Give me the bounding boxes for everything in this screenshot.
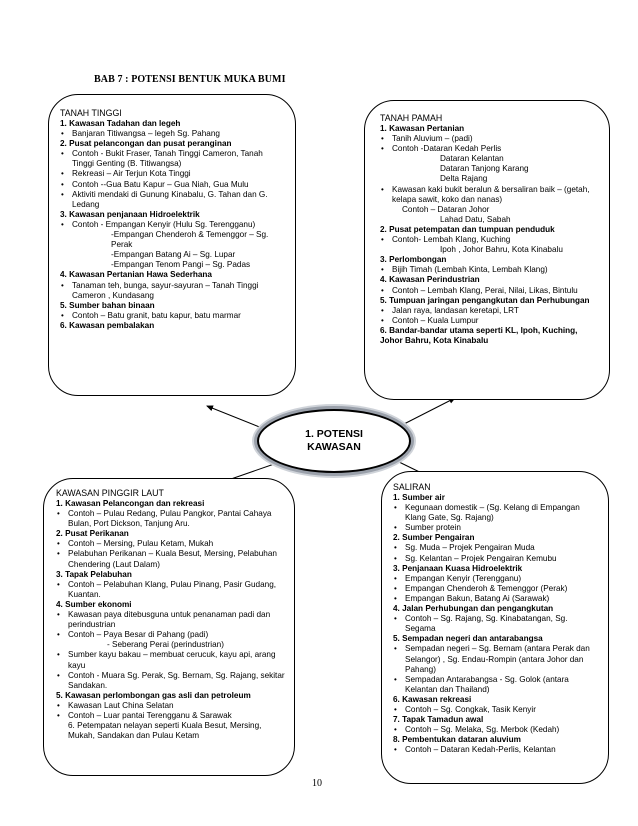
center-oval (257, 409, 411, 473)
list-item: • Contoh - Bukit Fraser, Tanah Tinggi Cameron, Tanah Tinggi Genting (B. Titiwangsa) (60, 149, 285, 169)
list-item: • Contoh – Kuala Lumpur (380, 316, 599, 326)
list-item: 4. Kawasan Pertanian Hawa Sederhana (60, 270, 212, 280)
list-item: 6. Kawasan rekreasi (393, 694, 472, 704)
list-item: • Contoh – Sg. Rajang, Sg. Kinabatangan, Sg. Segama (393, 614, 600, 634)
list-item: • Sumber kayu bakau – membuat cerucuk, kayu api, arang kayu (56, 650, 286, 670)
list-item: • Tanih Aluvium – (padi) (380, 134, 599, 144)
list-item: 5. Sumber bahan binaan (60, 300, 155, 310)
list-item: Dataran Tanjong Karang (440, 164, 529, 174)
list-item: • Sumber protein (393, 523, 600, 533)
list-item: • Kawasan paya ditebusguna untuk penanaman padi dan perindustrian (56, 610, 286, 630)
tanah-tinggi-list (60, 119, 285, 331)
list-item: • Contoh – Paya Besar di Pahang (padi) (56, 630, 286, 640)
saliran-box (381, 471, 609, 784)
tanah-tinggi-title: TANAH TINGGI (60, 108, 122, 118)
list-item: • Rekreasi – Air Terjun Kota Tinggi (60, 169, 285, 179)
list-item: • Contoh – Lembah Klang, Perai, Nilai, Likas, Bintulu (380, 286, 599, 296)
list-item: 4. Sumber ekonomi (56, 599, 132, 609)
list-item: 4. Jalan Perhubungan dan pengangkutan (393, 604, 554, 614)
arrow-to-tanah-tinggi (207, 406, 262, 428)
list-item: • Sg. Muda – Projek Pengairan Muda (393, 543, 600, 553)
arrow-to-tanah-pamah (404, 398, 455, 424)
list-item: 2. Pusat pelancongan dan pusat peranginan (60, 139, 232, 149)
list-item: Delta Rajang (440, 174, 488, 184)
list-item: • Contoh – Pelabuhan Klang, Pulau Pinang, Pasir Gudang, Kuantan. (56, 580, 286, 600)
list-item: - Seberang Perai (perindustrian) (107, 640, 224, 650)
list-item: • Contoh – Luar pantai Terengganu & Sarawak (56, 711, 286, 721)
list-item: Ipoh , Johor Bahru, Kota Kinabalu (440, 245, 563, 255)
pinggir-laut-list (56, 499, 286, 741)
list-item: 4. Kawasan Perindustrian (380, 275, 480, 285)
list-item: -Empangan Batang Ai – Sg. Lupar (111, 250, 236, 260)
list-item: 5. Kawasan perlombongan gas asli dan petroleum (56, 690, 251, 700)
list-item: Lahad Datu, Sabah (440, 214, 511, 224)
list-item: 6. Kawasan pembalakan (60, 320, 155, 330)
center-title-line1: 1. POTENSI (305, 428, 363, 440)
list-item: -Empangan Tenom Pangi – Sg. Padas (111, 260, 251, 270)
list-item: • Contoh – Sg. Melaka, Sg. Merbok (Kedah) (393, 725, 600, 735)
list-item: 6. Petempatan nelayan seperti Kuala Besut, Mersing, Mukah, Sandakan dan Pulau Ketam (68, 721, 262, 741)
list-item: • Contoh --Gua Batu Kapur – Gua Niah, Gua Mulu (60, 180, 285, 190)
list-item: 1. Kawasan Tadahan dan legeh (60, 119, 181, 128)
page-number: 10 (312, 778, 322, 789)
saliran-title: SALIRAN (393, 482, 431, 492)
list-item: 3. Penjanaan Kuasa Hidroelektrik (393, 563, 523, 573)
tanah-tinggi-box (48, 94, 296, 396)
tanah-pamah-title: TANAH PAMAH (380, 113, 443, 123)
list-item: • Contoh - Muara Sg. Perak, Sg. Bernam, Sg. Rajang, sekitar Sandakan. (56, 671, 286, 691)
list-item: • Contoh – Batu granit, batu kapur, batu marmar (60, 311, 285, 321)
list-item: 7. Tapak Tamadun awal (393, 715, 484, 725)
saliran-list (393, 493, 600, 755)
list-item: 3. Kawasan penjanaan Hidroelektrik (60, 209, 200, 219)
list-item: • Contoh- Lembah Klang, Kuching (380, 235, 599, 245)
list-item: Dataran Kelantan (440, 154, 504, 164)
list-item: • Empangan Bakun, Batang Ai (Sarawak) (393, 594, 600, 604)
center-title-line2: KAWASAN (307, 441, 361, 453)
tanah-pamah-list (380, 124, 599, 346)
list-item: 1. Kawasan Pertanian (380, 124, 465, 133)
list-item: • Sempadan Antarabangsa - Sg. Golok (antara Kelantan dan Thailand) (393, 675, 600, 695)
list-item: • Sg. Kelantan – Projek Pengairan Kemubu (393, 554, 600, 564)
list-item: • Empangan Chenderoh & Temenggor (Perak) (393, 584, 600, 594)
list-item: • Contoh – Dataran Kedah-Perlis, Kelantan (393, 745, 600, 755)
list-item: • Sempadan negeri – Sg. Bernam (antara Perak dan Selangor) , Sg. Endau-Rompin (antara Johor dan Pahang) (393, 644, 600, 674)
list-item: 1. Sumber air (393, 493, 445, 502)
list-item: 5. Tumpuan jaringan pengangkutan dan Perhubungan (380, 295, 590, 305)
list-item: • Bijih Timah (Lembah Kinta, Lembah Klang) (380, 265, 599, 275)
list-item: • Kawasan Laut China Selatan (56, 701, 286, 711)
page-heading: BAB 7 : POTENSI BENTUK MUKA BUMI (94, 74, 286, 85)
list-item: • Empangan Kenyir (Terengganu) (393, 574, 600, 584)
list-item: • Aktiviti mendaki di Gunung Kinabalu, G. Tahan dan G. Ledang (60, 190, 285, 210)
list-item: • Contoh -Dataran Kedah Perlis (380, 144, 599, 154)
list-item: • Kegunaan domestik – (Sg. Kelang di Empangan Klang Gate, Sg. Rajang) (393, 503, 600, 523)
list-item: • Contoh – Sg. Congkak, Tasik Kenyir (393, 705, 600, 715)
list-item: Contoh – Dataran Johor (402, 204, 490, 214)
list-item: • Jalan raya, landasan keretapi, LRT (380, 306, 599, 316)
list-item: 2. Pusat petempatan dan tumpuan penduduk (380, 224, 555, 234)
list-item: 5. Sempadan negeri dan antarabangsa (393, 634, 543, 644)
list-item: • Kawasan kaki bukit beralun & bersaliran baik – (getah, kelapa sawit, koko dan nanas) (380, 185, 599, 205)
list-item: 1. Kawasan Pelancongan dan rekreasi (56, 499, 205, 508)
list-item: -Empangan Chenderoh & Temenggor – Sg. Perak (111, 230, 269, 250)
list-item: • Contoh – Mersing, Pulau Ketam, Mukah (56, 539, 286, 549)
list-item: 6. Bandar-bandar utama seperti KL, Ipoh, Kuching, Johor Bahru, Kota Kinabalu (380, 325, 578, 345)
list-item: • Pelabuhan Perikanan – Kuala Besut, Mersing, Pelabuhan Chendering (Laut Dalam) (56, 549, 286, 569)
pinggir-laut-box (43, 478, 295, 776)
list-item: 3. Perlombongan (380, 255, 447, 265)
list-item: • Contoh - Empangan Kenyir (Hulu Sg. Terengganu) (60, 220, 285, 230)
list-item: • Contoh – Pulau Redang, Pulau Pangkor, Pantai Cahaya Bulan, Port Dickson, Tanjung Aru. (56, 509, 286, 529)
list-item: • Tanaman teh, bunga, sayur-sayuran – Tanah Tinggi Cameron , Kundasang (60, 281, 285, 301)
list-item: 2. Sumber Pengairan (393, 533, 475, 543)
list-item: 2. Pusat Perikanan (56, 529, 129, 539)
list-item: 3. Tapak Pelabuhan (56, 569, 132, 579)
list-item: • Banjaran Titiwangsa – legeh Sg. Pahang (60, 129, 285, 139)
tanah-pamah-box (364, 100, 610, 400)
pinggir-laut-title: KAWASAN PINGGIR LAUT (56, 488, 164, 498)
list-item: 8. Pembentukan dataran aluvium (393, 735, 521, 745)
